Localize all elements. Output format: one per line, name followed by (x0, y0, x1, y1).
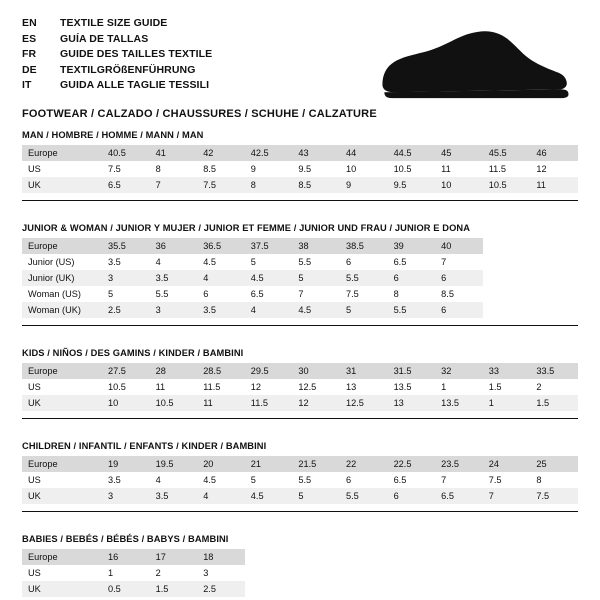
language-row (22, 32, 212, 48)
section-divider (22, 325, 578, 326)
size-cell: 20 (197, 456, 245, 472)
language-label: GUIDE DES TAILLES TEXTILE (60, 48, 213, 61)
size-cell: 5 (292, 488, 340, 504)
size-cell: 6.5 (388, 472, 436, 488)
size-cell: 5.5 (388, 302, 436, 318)
table-row (22, 145, 578, 161)
size-cell: 3 (197, 565, 245, 581)
row-label: Woman (US) (22, 286, 102, 302)
size-cell: 21 (245, 456, 293, 472)
language-title-list (22, 16, 212, 94)
size-cell: 5.5 (340, 270, 388, 286)
table-row (22, 238, 578, 254)
size-group-title: MAN / HOMBRE / HOMME / MANN / MAN (22, 130, 204, 140)
size-cell: 31 (340, 363, 388, 379)
size-cell: 42.5 (245, 145, 293, 161)
size-cell: 38.5 (340, 238, 388, 254)
size-cell: 4 (150, 254, 198, 270)
size-cell: 10 (435, 177, 483, 193)
size-cell (483, 565, 531, 581)
size-cell: 17 (150, 549, 198, 565)
row-label: Europe (22, 456, 102, 472)
size-cell: 10.5 (150, 395, 198, 411)
size-cell: 6.5 (435, 488, 483, 504)
size-cell: 3.5 (197, 302, 245, 318)
size-cell: 9 (340, 177, 388, 193)
size-cell: 12 (292, 395, 340, 411)
language-row (22, 78, 212, 94)
size-cell: 24 (483, 456, 531, 472)
size-cell: 7 (435, 472, 483, 488)
size-cell: 3 (102, 488, 150, 504)
size-cell: 4.5 (292, 302, 340, 318)
table-row (22, 488, 578, 504)
language-code: FR (22, 48, 37, 61)
size-cell: 8.5 (292, 177, 340, 193)
size-cell: 11.5 (197, 379, 245, 395)
size-cell: 36.5 (197, 238, 245, 254)
size-cell: 19 (102, 456, 150, 472)
size-cell: 3.5 (150, 270, 198, 286)
row-label: US (22, 379, 102, 395)
size-cell: 4 (150, 472, 198, 488)
size-cell: 8 (245, 177, 293, 193)
size-cell (245, 549, 293, 565)
size-cell: 3.5 (150, 488, 198, 504)
size-cell: 46 (530, 145, 578, 161)
size-cell: 4.5 (197, 254, 245, 270)
size-cell: 22.5 (388, 456, 436, 472)
size-group-title: JUNIOR & WOMAN / JUNIOR Y MUJER / JUNIOR ET FEMME / JUNIOR UND FRAU / JUNIOR E DONA (22, 223, 471, 233)
size-cell: 11.5 (245, 395, 293, 411)
language-label: TEXTILGRÖßENFÜHRUNG (60, 63, 196, 76)
size-cell: 13 (388, 395, 436, 411)
size-cell: 31.5 (388, 363, 436, 379)
table-row (22, 395, 578, 411)
size-cell: 13 (340, 379, 388, 395)
row-label: Europe (22, 363, 102, 379)
row-label: US (22, 472, 102, 488)
size-cell: 36 (150, 238, 198, 254)
language-code: EN (22, 17, 37, 29)
size-cell: 40 (435, 238, 483, 254)
size-cell: 7.5 (102, 161, 150, 177)
size-cell: 6 (197, 286, 245, 302)
size-cell: 5 (245, 254, 293, 270)
size-cell: 29.5 (245, 363, 293, 379)
size-cell (530, 286, 578, 302)
table-row (22, 565, 578, 581)
size-cell: 4 (197, 270, 245, 286)
size-cell: 1.5 (483, 379, 531, 395)
size-cell: 13.5 (388, 379, 436, 395)
size-cell: 12.5 (292, 379, 340, 395)
row-label: UK (22, 177, 102, 193)
table-row (22, 302, 578, 318)
section-divider (22, 511, 578, 512)
section-divider (22, 418, 578, 419)
size-cell: 18 (197, 549, 245, 565)
size-cell: 22 (340, 456, 388, 472)
size-cell: 6.5 (102, 177, 150, 193)
size-cell: 5 (340, 302, 388, 318)
size-cell: 33.5 (530, 363, 578, 379)
row-label: Europe (22, 549, 102, 565)
size-table (22, 549, 578, 597)
size-cell: 11 (150, 379, 198, 395)
table-row (22, 549, 578, 565)
table-row (22, 456, 578, 472)
size-cell (530, 302, 578, 318)
size-cell: 9.5 (292, 161, 340, 177)
size-cell: 43 (292, 145, 340, 161)
size-cell: 5.5 (340, 488, 388, 504)
size-cell (245, 581, 293, 597)
language-code: DE (22, 63, 37, 76)
size-group (22, 534, 578, 597)
size-cell: 5 (292, 270, 340, 286)
size-cell: 5.5 (150, 286, 198, 302)
size-cell (292, 565, 340, 581)
size-cell: 6 (388, 488, 436, 504)
row-label: Europe (22, 145, 102, 161)
category-title: FOOTWEAR / CALZADO / CHAUSSURES / SCHUHE / CALZATURE (22, 107, 377, 120)
size-cell: 4.5 (245, 488, 293, 504)
size-table (22, 145, 578, 193)
size-cell: 1 (483, 395, 531, 411)
language-code: IT (22, 79, 32, 92)
size-cell (292, 581, 340, 597)
size-cell: 9.5 (388, 177, 436, 193)
size-group (22, 441, 578, 512)
size-cell: 6 (435, 302, 483, 318)
size-cell: 7.5 (530, 488, 578, 504)
size-cell: 32 (435, 363, 483, 379)
size-cell (530, 565, 578, 581)
table-row (22, 177, 578, 193)
row-label: UK (22, 581, 102, 597)
table-row (22, 286, 578, 302)
row-label: Woman (UK) (22, 302, 102, 318)
size-cell: 1 (435, 379, 483, 395)
size-cell (483, 270, 531, 286)
size-cell: 3 (150, 302, 198, 318)
row-label: UK (22, 488, 102, 504)
size-cell (388, 549, 436, 565)
size-cell: 8.5 (197, 161, 245, 177)
size-cell: 13.5 (435, 395, 483, 411)
size-cell (435, 549, 483, 565)
size-cell: 27.5 (102, 363, 150, 379)
size-cell (435, 565, 483, 581)
size-cell (483, 254, 531, 270)
size-group-title: CHILDREN / INFANTIL / ENFANTS / KINDER / BAMBINI (22, 441, 267, 451)
size-cell: 35.5 (102, 238, 150, 254)
language-row (22, 63, 212, 79)
table-row (22, 254, 578, 270)
row-label: US (22, 161, 102, 177)
size-cell (483, 581, 531, 597)
size-cell (340, 565, 388, 581)
size-cell: 11 (197, 395, 245, 411)
size-cell: 40.5 (102, 145, 150, 161)
size-cell: 7 (150, 177, 198, 193)
size-cell: 0.5 (102, 581, 150, 597)
size-cell: 11 (435, 161, 483, 177)
size-cell: 1.5 (530, 395, 578, 411)
size-cell: 10 (340, 161, 388, 177)
size-cell: 10.5 (102, 379, 150, 395)
size-cell: 3.5 (102, 472, 150, 488)
size-cell: 6 (388, 270, 436, 286)
size-cell: 6 (340, 472, 388, 488)
size-group (22, 130, 578, 201)
size-table (22, 363, 578, 411)
size-cell: 2.5 (102, 302, 150, 318)
size-cell: 7 (483, 488, 531, 504)
size-cell: 7.5 (197, 177, 245, 193)
size-cell (245, 565, 293, 581)
size-cell: 42 (197, 145, 245, 161)
size-cell (340, 581, 388, 597)
size-cell: 6.5 (388, 254, 436, 270)
size-cell: 12.5 (340, 395, 388, 411)
size-cell (530, 581, 578, 597)
size-groups (22, 130, 578, 597)
size-cell: 44 (340, 145, 388, 161)
language-row (22, 16, 212, 32)
size-cell: 10.5 (388, 161, 436, 177)
size-cell: 5 (102, 286, 150, 302)
size-cell: 3 (102, 270, 150, 286)
size-cell: 37.5 (245, 238, 293, 254)
document-header (22, 16, 578, 120)
size-cell (483, 549, 531, 565)
size-cell: 7.5 (340, 286, 388, 302)
size-cell: 11.5 (483, 161, 531, 177)
size-cell: 1.5 (150, 581, 198, 597)
table-row (22, 581, 578, 597)
table-row (22, 379, 578, 395)
size-cell (530, 254, 578, 270)
size-cell: 7 (435, 254, 483, 270)
size-cell: 45.5 (483, 145, 531, 161)
size-cell: 7.5 (483, 472, 531, 488)
size-cell: 8.5 (435, 286, 483, 302)
section-divider (22, 200, 578, 201)
size-cell (340, 549, 388, 565)
size-cell: 2 (150, 565, 198, 581)
size-group (22, 223, 578, 326)
size-cell: 25 (530, 456, 578, 472)
size-cell (530, 238, 578, 254)
size-cell: 8 (388, 286, 436, 302)
size-group-title: KIDS / NIÑOS / DES GAMINS / KINDER / BAMBINI (22, 348, 244, 358)
size-cell: 16 (102, 549, 150, 565)
size-cell: 10.5 (483, 177, 531, 193)
size-cell: 44.5 (388, 145, 436, 161)
size-cell: 10 (102, 395, 150, 411)
size-cell: 6.5 (245, 286, 293, 302)
language-row (22, 47, 212, 63)
size-cell: 5 (245, 472, 293, 488)
size-cell: 28.5 (197, 363, 245, 379)
size-cell: 4.5 (197, 472, 245, 488)
size-cell: 5.5 (292, 472, 340, 488)
size-cell (530, 270, 578, 286)
size-cell: 12 (530, 161, 578, 177)
size-table (22, 238, 578, 318)
language-label: GUIDA ALLE TAGLIE TESSILI (60, 79, 210, 92)
table-row (22, 363, 578, 379)
size-cell: 38 (292, 238, 340, 254)
size-cell: 19.5 (150, 456, 198, 472)
size-cell: 4.5 (245, 270, 293, 286)
row-label: US (22, 565, 102, 581)
size-cell (483, 286, 531, 302)
size-cell: 6 (340, 254, 388, 270)
size-cell: 33 (483, 363, 531, 379)
size-cell: 28 (150, 363, 198, 379)
size-cell: 4 (245, 302, 293, 318)
size-cell: 2 (530, 379, 578, 395)
size-cell (388, 565, 436, 581)
size-cell (530, 549, 578, 565)
size-cell: 30 (292, 363, 340, 379)
row-label: Junior (US) (22, 254, 102, 270)
table-row (22, 161, 578, 177)
size-cell (483, 302, 531, 318)
size-cell (292, 549, 340, 565)
language-label: TEXTILE SIZE GUIDE (60, 17, 168, 29)
size-cell: 39 (388, 238, 436, 254)
size-cell: 23.5 (435, 456, 483, 472)
row-label: UK (22, 395, 102, 411)
size-cell: 6 (435, 270, 483, 286)
size-cell: 12 (245, 379, 293, 395)
dress-shoe-icon (376, 26, 572, 102)
row-label: Europe (22, 238, 102, 254)
size-cell: 5.5 (292, 254, 340, 270)
size-cell (388, 581, 436, 597)
language-code: ES (22, 32, 37, 45)
size-cell: 8 (530, 472, 578, 488)
table-row (22, 270, 578, 286)
size-cell: 11 (530, 177, 578, 193)
size-cell (483, 238, 531, 254)
size-cell (435, 581, 483, 597)
size-group-title: BABIES / BEBÉS / BÉBÉS / BABYS / BAMBINI (22, 534, 229, 544)
language-label: GUÍA DE TALLAS (60, 32, 149, 45)
size-cell: 41 (150, 145, 198, 161)
size-table (22, 456, 578, 504)
size-cell: 45 (435, 145, 483, 161)
size-cell: 8 (150, 161, 198, 177)
size-group (22, 348, 578, 419)
size-cell: 4 (197, 488, 245, 504)
size-cell: 7 (292, 286, 340, 302)
table-row (22, 472, 578, 488)
size-cell: 3.5 (102, 254, 150, 270)
row-label: Junior (UK) (22, 270, 102, 286)
size-cell: 1 (102, 565, 150, 581)
size-cell: 9 (245, 161, 293, 177)
size-cell: 21.5 (292, 456, 340, 472)
size-cell: 2.5 (197, 581, 245, 597)
